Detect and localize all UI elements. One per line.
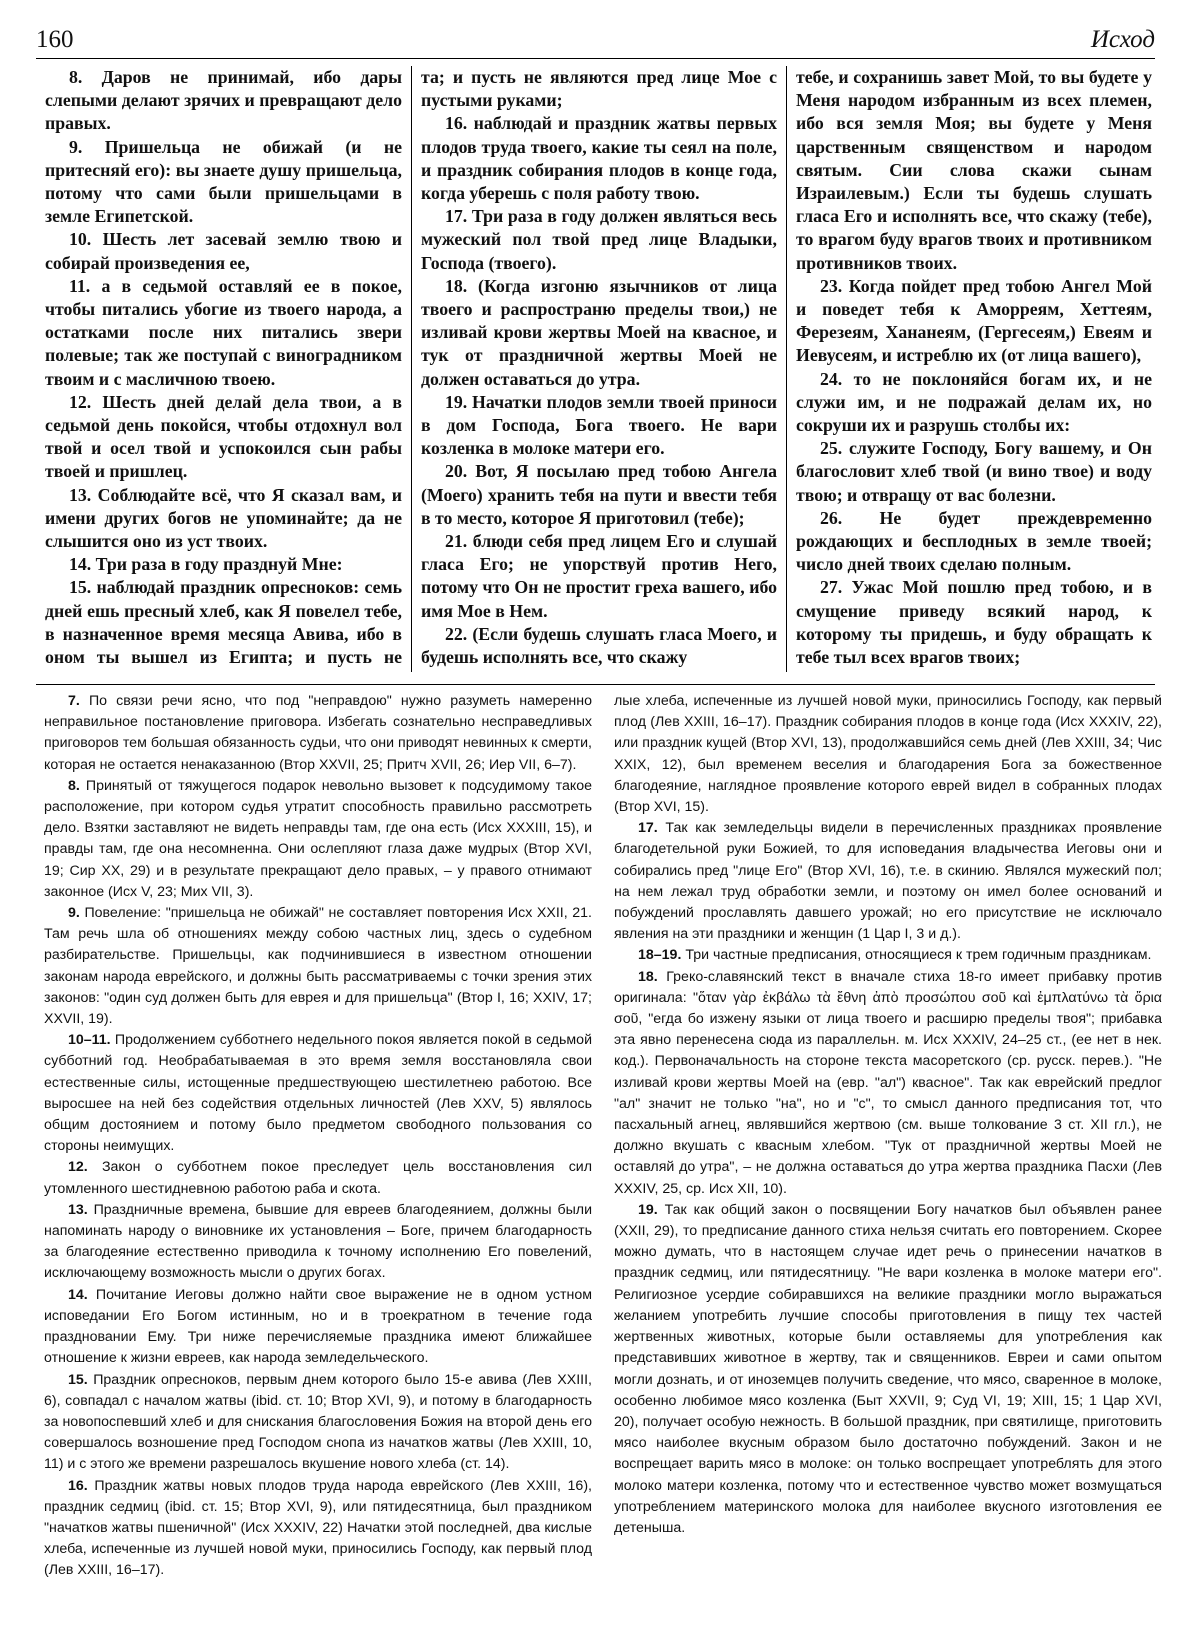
page-number: 160 [36,26,74,53]
section-divider [36,684,1155,685]
commentary-note [44,1476,592,1582]
note-number: 18–19. [638,947,682,964]
verse: 15. наблюдай праздник опресноков: семь дней ешь пресный хлеб, как Я повелел тебе, в назначенное время месяца Авива, ибо в оном ты вышел из Египта; и пусть не [45,577,402,668]
note-number: 13. [68,1201,88,1218]
note-text: Почитание Иеговы должно найти свое выражение не в одном устном исповедании Его Богом истинным, но и в троекратном в течение года праздновании Ему. Три ниже перечисляемые праздника имеют ближайшее отношение к жизни евреев, как народа земледельческого. [44,1286,592,1367]
commentary-column [44,691,592,1621]
verse: 20. Вот, Я посылаю пред тобою Ангела (Моего) хранить тебя на пути и ввести тебя в то место, которое Я приготовил (тебе); [421,461,777,528]
verse: 21. блюди себя пред лицем Его и слушай гласа Его; не упорствуй против Него, потому что Он не простит греха вашего, ибо имя Мое в Нем. [421,531,777,621]
verse: 18. (Когда изгоню язычников от лица твоего и распространю пределы твои,) не изливай крови жертвы Моей на квасное, и тук от праздничной жертвы Моей не должен оставаться до утра. [421,275,777,389]
running-title: Исход [1090,26,1155,53]
commentary-note [44,1285,592,1370]
note-text: Повеление: "пришельца не обижай" не составляет повторения Исх XXII, 21. Там речь шла об отношениях между собою частных лиц, здесь о судебном разбирательстве. Пришельцы, как подчинившиеся в известном отношении законам народа еврейского, и должны быть рассматриваемы с точки зрения этих законов: "один суд должен быть для еврея и для пришельца" (Втор I, 16; XXIV, 17; XXVII, 19). [44,905,592,1028]
verse: 17. Три раза в году должен являться весь мужеский пол твой пред лице Владыки, Господа (твоего). [421,206,777,273]
text-column [36,66,411,672]
note-number: 14. [68,1286,88,1303]
note-text: Принятый от тяжущегося подарок невольно вызовет к подсудимому такое расположение, при котором судья утратит способность правильно рассмотреть дело. Взятки заставляют не видеть неправды там, где она есть (Исх XXXIII, 15), и правды там, где она несомненна. Они ослепляют глаза даже мудрых (Втор XVI, 19; Сир XX, 29) и в результате прекращают дело правых, – у правого отнимают законное (Исх V, 23; Мих VII, 3). [44,777,592,900]
text-column [786,66,1161,672]
verse: 27. Ужас Мой пошлю пред тобою, и в смущение приведу всякий народ, к которому ты придешь, и буду обращать к тебе тыл всех врагов твоих; [796,577,1152,668]
note-text: Греко-славянский текст в вначале стиха 18-го имеет прибавку против оригинала: "ὅταν γὰρ ἐκβάλω τὰ ἔθνη ἀπὸ προσώπου σοῦ καὶ ἐμπλατύνω τὰ ὅρια σοῦ, "егда бо изжену языки от лица твоего и расширю пределы твоя"; прибавка эта явно перенесена сюда из параллельн. м. Исх XXXIV, 24–25 ст., (ее нет в нек. код.). Первоначальность на стороне текста масоретского (ср. русск. перев.). "Не изливай крови жертвы Моей на (евр. "ал") квасное". Так как еврейский предлог "ал" значит не только "на", но и "с", то смысл данного предписания тот, что пасхальный агнец, являвшийся жертвою (см. выше толкование 3 ст. XII гл.), не должно вкушать с квасным хлебом. "Тук от праздничной жертвы Моей не оставляй до утра", – не должна оставаться до утра жертва праздника Пасхи (Лев XXXIV, 25, ср. Исх XII, 10). [614,968,1162,1197]
commentary-note [44,1370,592,1476]
note-number: 15. [68,1371,88,1388]
note-text: Закон о субботнем покое преследует цель восстановления сил утомленного шестидневною работою раба и скота. [44,1159,592,1197]
commentary-note [614,691,1162,818]
verse: 9. Пришельца не обижай (и не притесняй его): вы знаете душу пришельца, потому что сами были пришельцами в земле Египетской. [45,136,402,227]
commentary-note [44,1030,592,1157]
note-text: лые хлеба, испеченные из лучшей новой муки, приносились Господу, как первый плод (Лев XXIII, 16–17). Праздник собирания плодов в конце года (Исх XXXIV, 22), или праздник кущей (Втор XVI, 13), продолжавшийся семь дней (Лев XXIII, 34; Чис XXIX, 12), был временем веселия и благодарения Бога за божественное благодеяние, наглядное проявление которого еврей видел в собранных плодах (Втор XVI, 15). [614,693,1162,816]
commentary [44,691,1162,1621]
commentary-note [614,945,1162,966]
verse: 14. Три раза в году празднуй Мне: [69,554,343,575]
commentary-note [614,1200,1162,1539]
commentary-note [44,691,592,776]
text-column [411,66,786,672]
verse: 25. служите Господу, Богу вашему, и Он благословит хлеб твой (и вино твое) и воду твою; и отвращу от вас болезни. [796,438,1152,505]
verse: 13. Соблюдайте всё, что Я сказал вам, и имени других богов не упоминайте; да не слышится оно из уст твоих. [45,484,402,552]
commentary-note [44,903,592,1030]
commentary-note [44,776,592,903]
note-text: Так как земледельцы видели в перечисленных праздниках проявление благодетельной руки Божией, то для исповедания владычества Иеговы они и собирались пред "лице Его" (Втор XVI, 16), т.е. в скинию. Являлся мужеский пол; на нем лежал труд обработки земли, и поэтому он имел более оснований и побуждений прославлять давшего урожай; но его присутствие не исключало явления на эти праздники и женщин (1 Цар I, 3 и д.). [614,820,1162,943]
note-text: По связи речи ясно, что под "неправдою" нужно разуметь намеренно неправильное постановление приговора. Избегать сознательно несправедливых приговоров тем большая обязанность судьи, что они приводят невинных к смерти, которая не остается ненаказанною (Втор XXVII, 25; Притч XVII, 26; Иер VII, 6–7). [44,693,592,773]
page-header [36,18,1155,59]
note-text: Три частные предписания, относящиеся к трем годичным праздникам. [685,947,1152,964]
verse: тебе, и сохранишь завет Мой, то вы будете у Меня народом избранным из всех племен, ибо вся земля Моя; вы будете у Меня царственным священством и народом святым. Сии слова скажи сынам Израилевым.) Если ты будешь слушать гласа Его и исполнять все, что скажу (тебе), то врагом буду врагов твоих и противником противников твоих. [796,67,1152,273]
verse: 8. Даров не принимай, ибо дары слепыми делают зрячих и превращают дело правых. [45,67,402,134]
verse: 16. наблюдай и праздник жатвы первых плодов труда твоего, какие ты сеял на поле, и праздник собирания плодов в конце года, когда уберешь с поля работу твою. [421,113,777,204]
verse: 10. Шесть лет засевай землю твою и собирай произведения ее, [45,229,402,273]
note-number: 8. [68,777,80,794]
verse: 26. Не будет преждевременно рождающих и бесплодных в земле твоей; число дней твоих сделаю полным. [796,507,1152,575]
verse: 22. (Если будешь слушать гласа Моего, и будешь исполнять все, что скажу [421,623,777,668]
verse: 11. а в седьмой оставляй ее в покое, чтобы питались убогие из твоего народа, а остатками после них питались звери полевые; так же поступай с виноградником твоим и с масличною твоею. [45,275,402,389]
note-number: 9. [68,905,80,922]
verse: 19. Начатки плодов земли твоей приноси в дом Господа, Бога твоего. Не вари козленка в молоке матери его. [421,391,777,459]
scripture-text [36,66,1164,672]
verse: та; и пусть не являются пред лице Мое с пустыми руками; [421,67,777,111]
note-number: 7. [68,693,80,709]
note-number: 16. [68,1477,88,1494]
note-text: Праздник опресноков, первым днем которого было 15-е авива (Лев XXIII, 6), совпадал с началом жатвы (ibid. ст. 10; Втор XVI, 9), и потому в благодарность за новопоспевший хлеб и для снискания благословения Божия на второй день его совершалось возношение пред Господом снопа из начатков жатвы (Лев XXIII, 10, 11) и с этого же времени разрешалось вкушение нового хлеба (ст. 14). [44,1371,592,1473]
verse: 12. Шесть дней делай дела твои, а в седьмой день покойся, чтобы отдохнул вол твой и осел твой и успокоился сын рабы твоей и пришлец. [45,391,402,482]
note-text: Праздничные времена, бывшие для евреев благодеянием, должны были напоминать народу о виновнике их установления – Боге, причем благодарность за благодеяние естественно приводила к точному исполнению Его повелений, исключающему возможность мысли о других богах. [44,1201,592,1282]
commentary-note [614,818,1162,945]
commentary-note [44,1200,592,1285]
note-number: 19. [638,1201,658,1218]
commentary-column [614,691,1162,1621]
verse: 24. то не поклоняйся богам их, и не служи им, и не подражай делам их, но сокруши их и разрушь столбы их: [796,368,1152,436]
note-text: Праздник жатвы новых плодов труда народа еврейского (Лев XXIII, 16), праздник седмиц (ibid. ст. 15; Втор XVI, 9), или пятидесятница, был праздником "начатков жатвы пшеничной" (Исх XXXIV, 22) Начатки этой последней, два кислые хлеба, испеченные из лучшей новой муки, приносились Господу, как первый плод (Лев XXIII, 16–17). [44,1477,592,1579]
commentary-note [614,967,1162,1200]
note-text: Продолжением субботнего недельного покоя является покой в седьмой субботний год. Необрабатываемая в это время земля восстановляла свои естественные силы, истощенные предшествующею шестилетнею работою. Все выросшее на ней без содействия отдельных личностей (Лев XXV, 5) являлось общим достоянием и потому было предметом свободного пользования со стороны неимущих. [44,1032,592,1155]
commentary-note [44,1157,592,1199]
note-text: Так как общий закон о посвящении Богу начатков был объявлен ранее (XXII, 29), то предписание данного стиха нельзя считать его повторением. Скорее можно думать, что в настоящем случае идет речь о принесении начатков в праздник седмиц, или пятидесятницу. "Не вари козленка в молоке матери его". Религиозное усердие собиравшихся на великие праздники могло выражаться желанием употребить лучшие способы приготовления в пищу тех частей жертвенных животных, которые были оставляемы для употребления как представивших животное в жертву, так и священников. Евреи и сами опытом могли дознать, и от иноземцев получить сведение, что мясо, сваренное в молоке, особенно любимое мясо козленка (Быт XXVII, 9; Суд VI, 19; XIII, 15; 1 Цар XVI, 20), получает особую нежность. В большой праздник, при святилище, приготовить мясо наиболее вкусным образом было достаточно побуждений. Закон и не воспрещает варить мясо в молоке: он только воспрещает употреблять для этого молоко матери козленка, потому что и естественное чувство может возмущаться употреблением материнского молока для наиболее вкусного изготовления ее детеныша. [614,1201,1162,1536]
note-number: 18. [638,968,658,985]
note-number: 17. [638,820,658,837]
note-number: 10–11. [68,1032,111,1049]
verse: 23. Когда пойдет пред тобою Ангел Мой и поведет тебя к Аморреям, Хеттеям, Ферезеям, Хананеям, (Гергесеям,) Евеям и Иевусеям, и истреблю их (от лица вашего), [796,275,1152,366]
note-number: 12. [68,1159,88,1176]
